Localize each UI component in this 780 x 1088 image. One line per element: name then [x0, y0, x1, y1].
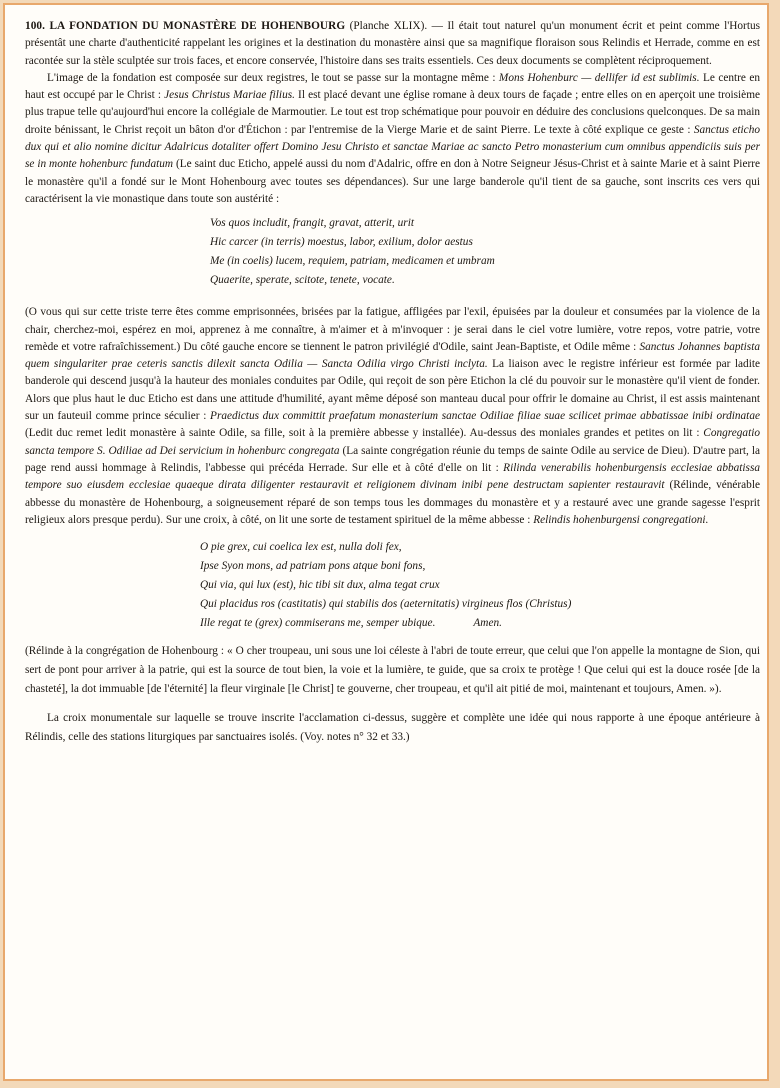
text-run: (Ledit duc remet ledit monastère à sainte Odile, sa fille, soit à la première abbesse y installée). Au-dessus des moniales grandes et petites on lit :	[25, 427, 704, 440]
verse-line: Ipse Syon mons, ad patriam pons atque boni fons,	[200, 560, 426, 573]
latin-quote: Sanctus Johannes baptista quem singulariter prae ceteris sanctis dilexit sancta Odilia — Sancta Odilia virgo Christi inclyta.	[25, 340, 760, 371]
latin-quote: Mons Hohenburc — dellifer id est sublimis.	[498, 71, 700, 84]
paragraph-translation-and-description	[25, 304, 760, 529]
section-number: 100.	[25, 20, 45, 32]
latin-quote: Congregatio sancta tempore S. Odiliae ad Dei servicium in hohenburc congregata	[25, 427, 760, 457]
text-run: (La sainte congrégation réunie du temps de sainte Odile au service de Dieu). D'autre part, la page rend aussi hommage à Relindis, l'abbesse qui précéda Herrade. Sur elle et à côté d'elle on lit :	[25, 444, 760, 474]
intro-text: — Il était tout naturel qu'un monument écrit et peint comme l'Hortus présentât une charte d'authenticité rappelant les origines et la destination du monastère ainsi que sa magnifique floraison sous Relindis et Herrade, comme en est racontée sur la stèle sculptée sur trois faces, et encore conservée, l'histoire dans ses traits essentiels. Ces deux documents se complètent réciproquement.	[25, 20, 761, 67]
section-title: LA FONDATION DU MONASTÈRE DE HOHENBOURG	[49, 20, 346, 32]
plate-reference: (Planche XLIX).	[349, 20, 428, 32]
latin-quote: Sanctus eticho dux qui et alio nomine dicitur Adalricus dotaliter offert Domino Jesu Christo et sanctae Mariae ac sancto Petro monasterium cum omnibus appendiciis suis per se in monte hohenburc fundatum	[25, 123, 760, 171]
latin-quote: Praedictus dux committit praefatum monasterium sanctae Odiliae filiae suae scilicet primae abbatissae inibi ordinatae	[210, 410, 760, 423]
paragraph-monumental-cross: La croix monumentale sur laquelle se trouve inscrite l'acclamation ci-dessus, suggère et complète une idée qui nous rapporte à une époque antérieure à Rélindis, celle des stations liturgiques par sanctuaires isolés. (Voy. notes n° 32 et 33.)	[25, 712, 760, 744]
verse-line: Qui placidus ros (castitatis) qui stabilis dos (aeternitatis) virgineus flos (Christus)	[200, 598, 572, 611]
latin-verse-banderole	[210, 214, 760, 290]
text-run: L'image de la fondation est composée sur deux registres, le tout se passe sur la montagne même :	[47, 71, 499, 84]
latin-quote: Relindis hohenburgensi congregationi.	[533, 513, 709, 526]
latin-verse-cross	[200, 538, 760, 633]
text-run: (Rélinde, vénérable abbesse du monastère de Hohenbourg, a soigneusement réparé de son temps tous les dommages du monastère et y a restauré avec une grande sagesse l'esprit religieux alors presque perdu). Sur une croix, à côté, on lit une sorte de testament spirituel de la même abbesse :	[25, 479, 760, 526]
latin-quote: Jesus Christus Mariae filius.	[164, 89, 295, 102]
verse-amen: Amen.	[473, 617, 502, 630]
verse-line: Quaerite, sperate, scitote, tenete, vocate.	[210, 274, 395, 287]
spacer	[25, 296, 760, 304]
text-run: (O vous qui sur cette triste terre êtes comme emprisonnées, brisées par la fatigue, affligées par l'exil, épuisées par la douleur et consumées par la violence de la chair, cherchez-moi, espérez en moi, apprenez à me connaître, à m'aimer et à m'invoquer : je serai dans le ciel votre lumière, votre repos, votre patrie, votre remède et votre rafraîchissement.) Du côté gauche encore se tiennent le patron privilégié d'Odile, saint Jean-Baptiste, et Odile même :	[25, 306, 760, 353]
paragraph-foundation-image	[25, 70, 760, 208]
verse-line: O pie grex, cui coelica lex est, nulla doli fex,	[200, 541, 402, 554]
paragraph-relinde-translation: (Rélinde à la congrégation de Hohenbourg : « O cher troupeau, uni sous une loi céleste à l'abri de toute erreur, que celui que l'on appelle la montagne de Sion, qui sert de pont pour arriver à la patrie, qui est la source de tout bien, la voie et la lumière, te guide, que sa croix te protège ! Que celui qui est la douce rosée [de la chasteté], la dot immuable [de l'éternité] la fleur virginale [le Christ] te gouverne, cher troupeau, et qu'il ait pitié de moi, maintenant et toujours, Amen. »).	[25, 645, 760, 696]
verse-line: Qui via, qui lux (est), hic tibi sit dux, alma tegat crux	[200, 579, 440, 592]
verse-line: Me (in coelis) lucem, requiem, patriam, medicamen et umbram	[210, 255, 495, 268]
verse-line: Vos quos includit, frangit, gravat, atterit, urit	[210, 217, 414, 230]
document-page	[3, 3, 769, 1081]
text-run: Le centre en haut est occupé par le Christ :	[25, 71, 761, 102]
paragraph-intro	[25, 18, 760, 70]
verse-line: Hic carcer (in terris) moestus, labor, exilium, dolor aestus	[210, 236, 473, 249]
text-run: La liaison avec le registre inférieur est formée par ladite banderole qui descend jusqu'à la hauteur des moniales conduites par Odile, qui reçoit de son père Etichon la clé du pouvoir sur le monastère qu'il vient de fonder. Alors que plus haut le duc Eticho est dans une attitude d'humilité, ayant même déposé son manteau ducal pour offrir le domaine au Christ, il est assis maintenant sur un fauteuil comme prince séculier :	[25, 358, 760, 423]
text-run: (Le saint duc Eticho, appelé aussi du nom d'Adalric, offre en don à Notre Seigneur Jésus-Christ et à sainte Marie et à saint Pierre le monastère qu'il a fondé sur le Mont Hohenbourg avec toutes ses dépendances). Sur une large banderole qu'il tient de sa gauche, sont inscrits ces vers qui caractérisent la vie monastique dans toute son austérité :	[25, 158, 760, 205]
latin-quote: Rilinda venerabilis hohenburgensis ecclesiae abbatissa tempore suo eiusdem ecclesiae quaeque dirata diligenter restauravit et religionem divinam inibi pene destructam sapienter restauravit	[25, 461, 760, 492]
text-run: Il est placé devant une église romane à deux tours de façade ; entre elles on en aperçoit une troisième plus trapue telle qu'aujourd'hui encore la collégiale de Marmoutier. Le tout est trop schématique pour pouvoir en déduire des conclusions quelconques. De sa main droite bénissant, le Christ reçoit un bâton d'or d'Étichon : par l'entremise de la Vierge Marie et de saint Pierre. Le texte à côté explique ce geste :	[25, 89, 760, 136]
verse-text: Ille regat te (grex) commiserans me, semper ubique.	[200, 617, 436, 630]
verse-line	[200, 614, 760, 633]
document-body	[25, 18, 760, 747]
